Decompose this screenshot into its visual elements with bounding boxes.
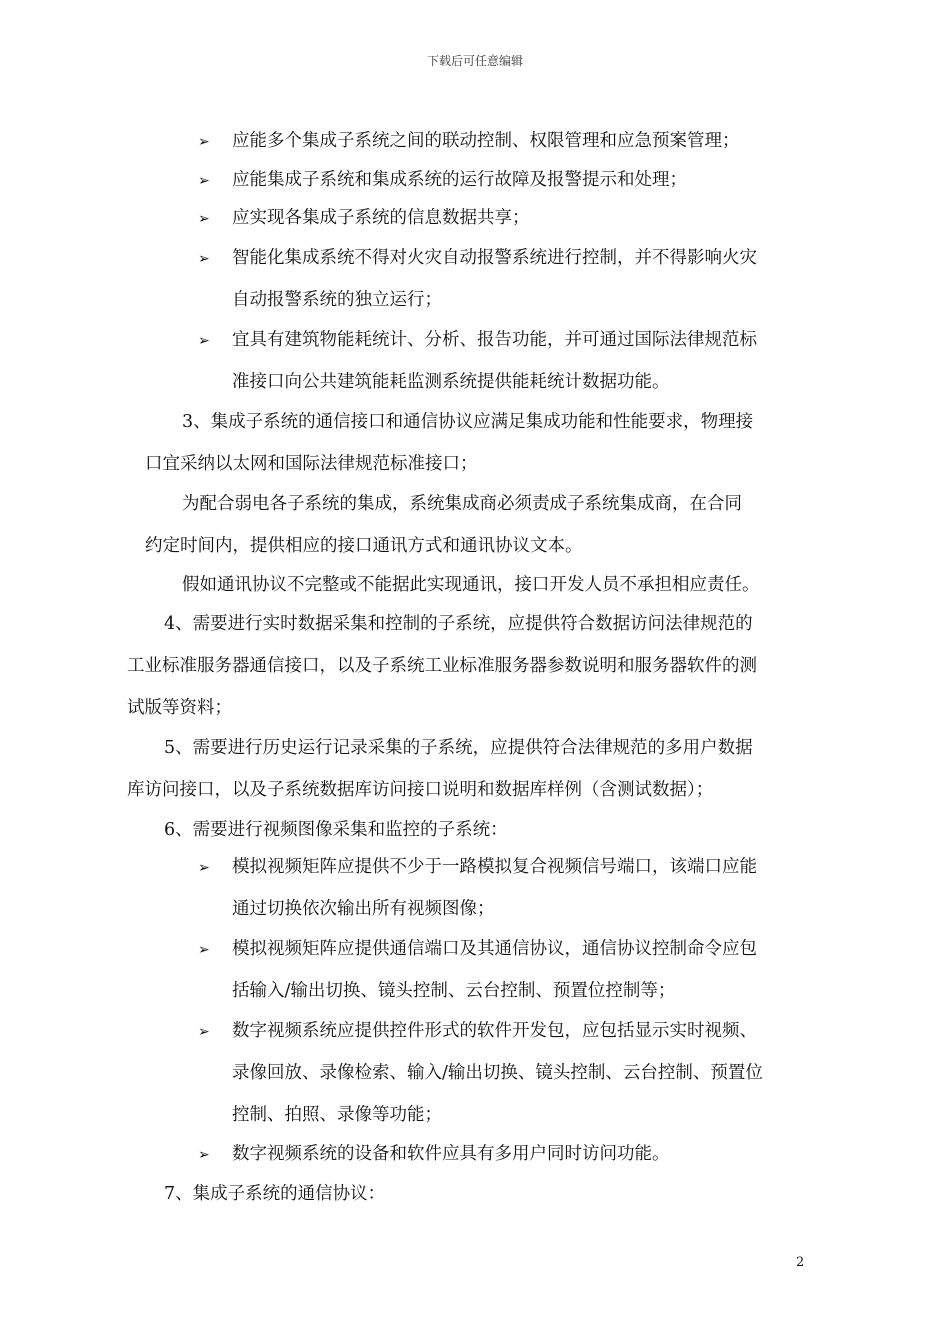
- text-line: 工业标准服务器通信接口，以及子系统工业标准服务器参数说明和服务器软件的测: [127, 656, 757, 676]
- bullet-icon: ➢: [198, 211, 210, 227]
- text-line: 假如通讯协议不完整或不能据此实现通讯，接口开发人员不承担相应责任。: [182, 575, 760, 595]
- text-line: 试版等资料；: [127, 698, 232, 718]
- text-line: 括输入/输出切换、镜头控制、云台控制、预置位控制等；: [232, 981, 676, 1001]
- text-line: 智能化集成系统不得对火灾自动报警系统进行控制，并不得影响火灾: [232, 248, 757, 268]
- text-line: 应能多个集成子系统之间的联动控制、权限管理和应急预案管理；: [232, 131, 740, 151]
- text-line: 口宜采纳以太网和国际法律规范标准接口；: [145, 454, 478, 474]
- text-line: 自动报警系统的独立运行；: [232, 290, 442, 310]
- bullet-icon: ➢: [198, 251, 210, 267]
- bullet-icon: ➢: [198, 333, 210, 349]
- text-line: 数字视频系统的设备和软件应具有多用户同时访问功能。: [232, 1144, 670, 1164]
- text-line: 6、需要进行视频图像采集和监控的子系统：: [164, 820, 508, 840]
- text-line: 应实现各集成子系统的信息数据共享；: [232, 208, 530, 228]
- bullet-icon: ➢: [198, 860, 210, 876]
- bullet-icon: ➢: [198, 1147, 210, 1163]
- bullet-icon: ➢: [198, 134, 210, 150]
- text-line: 通过切换依次输出所有视频图像；: [232, 899, 495, 919]
- text-line: 控制、拍照、录像等功能；: [232, 1105, 442, 1125]
- text-line: 库访问接口，以及子系统数据库访问接口说明和数据库样例（含测试数据）；: [127, 780, 714, 800]
- bullet-icon: ➢: [198, 1024, 210, 1040]
- bullet-icon: ➢: [198, 173, 210, 189]
- text-line: 为配合弱电各子系统的集成，系统集成商必须责成子系统集成商，在合同: [182, 494, 742, 514]
- bullet-icon: ➢: [198, 942, 210, 958]
- text-line: 应能集成子系统和集成系统的运行故障及报警提示和处理；: [232, 170, 687, 190]
- text-line: 3、集成子系统的通信接口和通信协议应满足集成功能和性能要求，物理接: [182, 412, 754, 432]
- text-line: 模拟视频矩阵应提供不少于一路模拟复合视频信号端口，该端口应能: [232, 857, 757, 877]
- text-line: 准接口向公共建筑能耗监测系统提供能耗统计数据功能。: [232, 372, 670, 392]
- text-line: 5、需要进行历史运行记录采集的子系统，应提供符合法律规范的多用户数据: [164, 738, 753, 758]
- text-line: 录像回放、录像检索、输入/输出切换、镜头控制、云台控制、预置位: [232, 1063, 763, 1083]
- text-line: 7、集成子系统的通信协议：: [164, 1184, 386, 1204]
- text-line: 数字视频系统应提供控件形式的软件开发包，应包括显示实时视频、: [232, 1021, 757, 1041]
- text-line: 宜具有建筑物能耗统计、分析、报告功能，并可通过国际法律规范标: [232, 330, 757, 350]
- page-header: 下载后可任意编辑: [426, 54, 523, 68]
- page-number: 2: [796, 1255, 805, 1270]
- text-line: 模拟视频矩阵应提供通信端口及其通信协议，通信协议控制命令应包: [232, 939, 757, 959]
- text-line: 4、需要进行实时数据采集和控制的子系统，应提供符合数据访问法律规范的: [164, 614, 753, 634]
- text-line: 约定时间内，提供相应的接口通讯方式和通讯协议文本。: [145, 536, 583, 556]
